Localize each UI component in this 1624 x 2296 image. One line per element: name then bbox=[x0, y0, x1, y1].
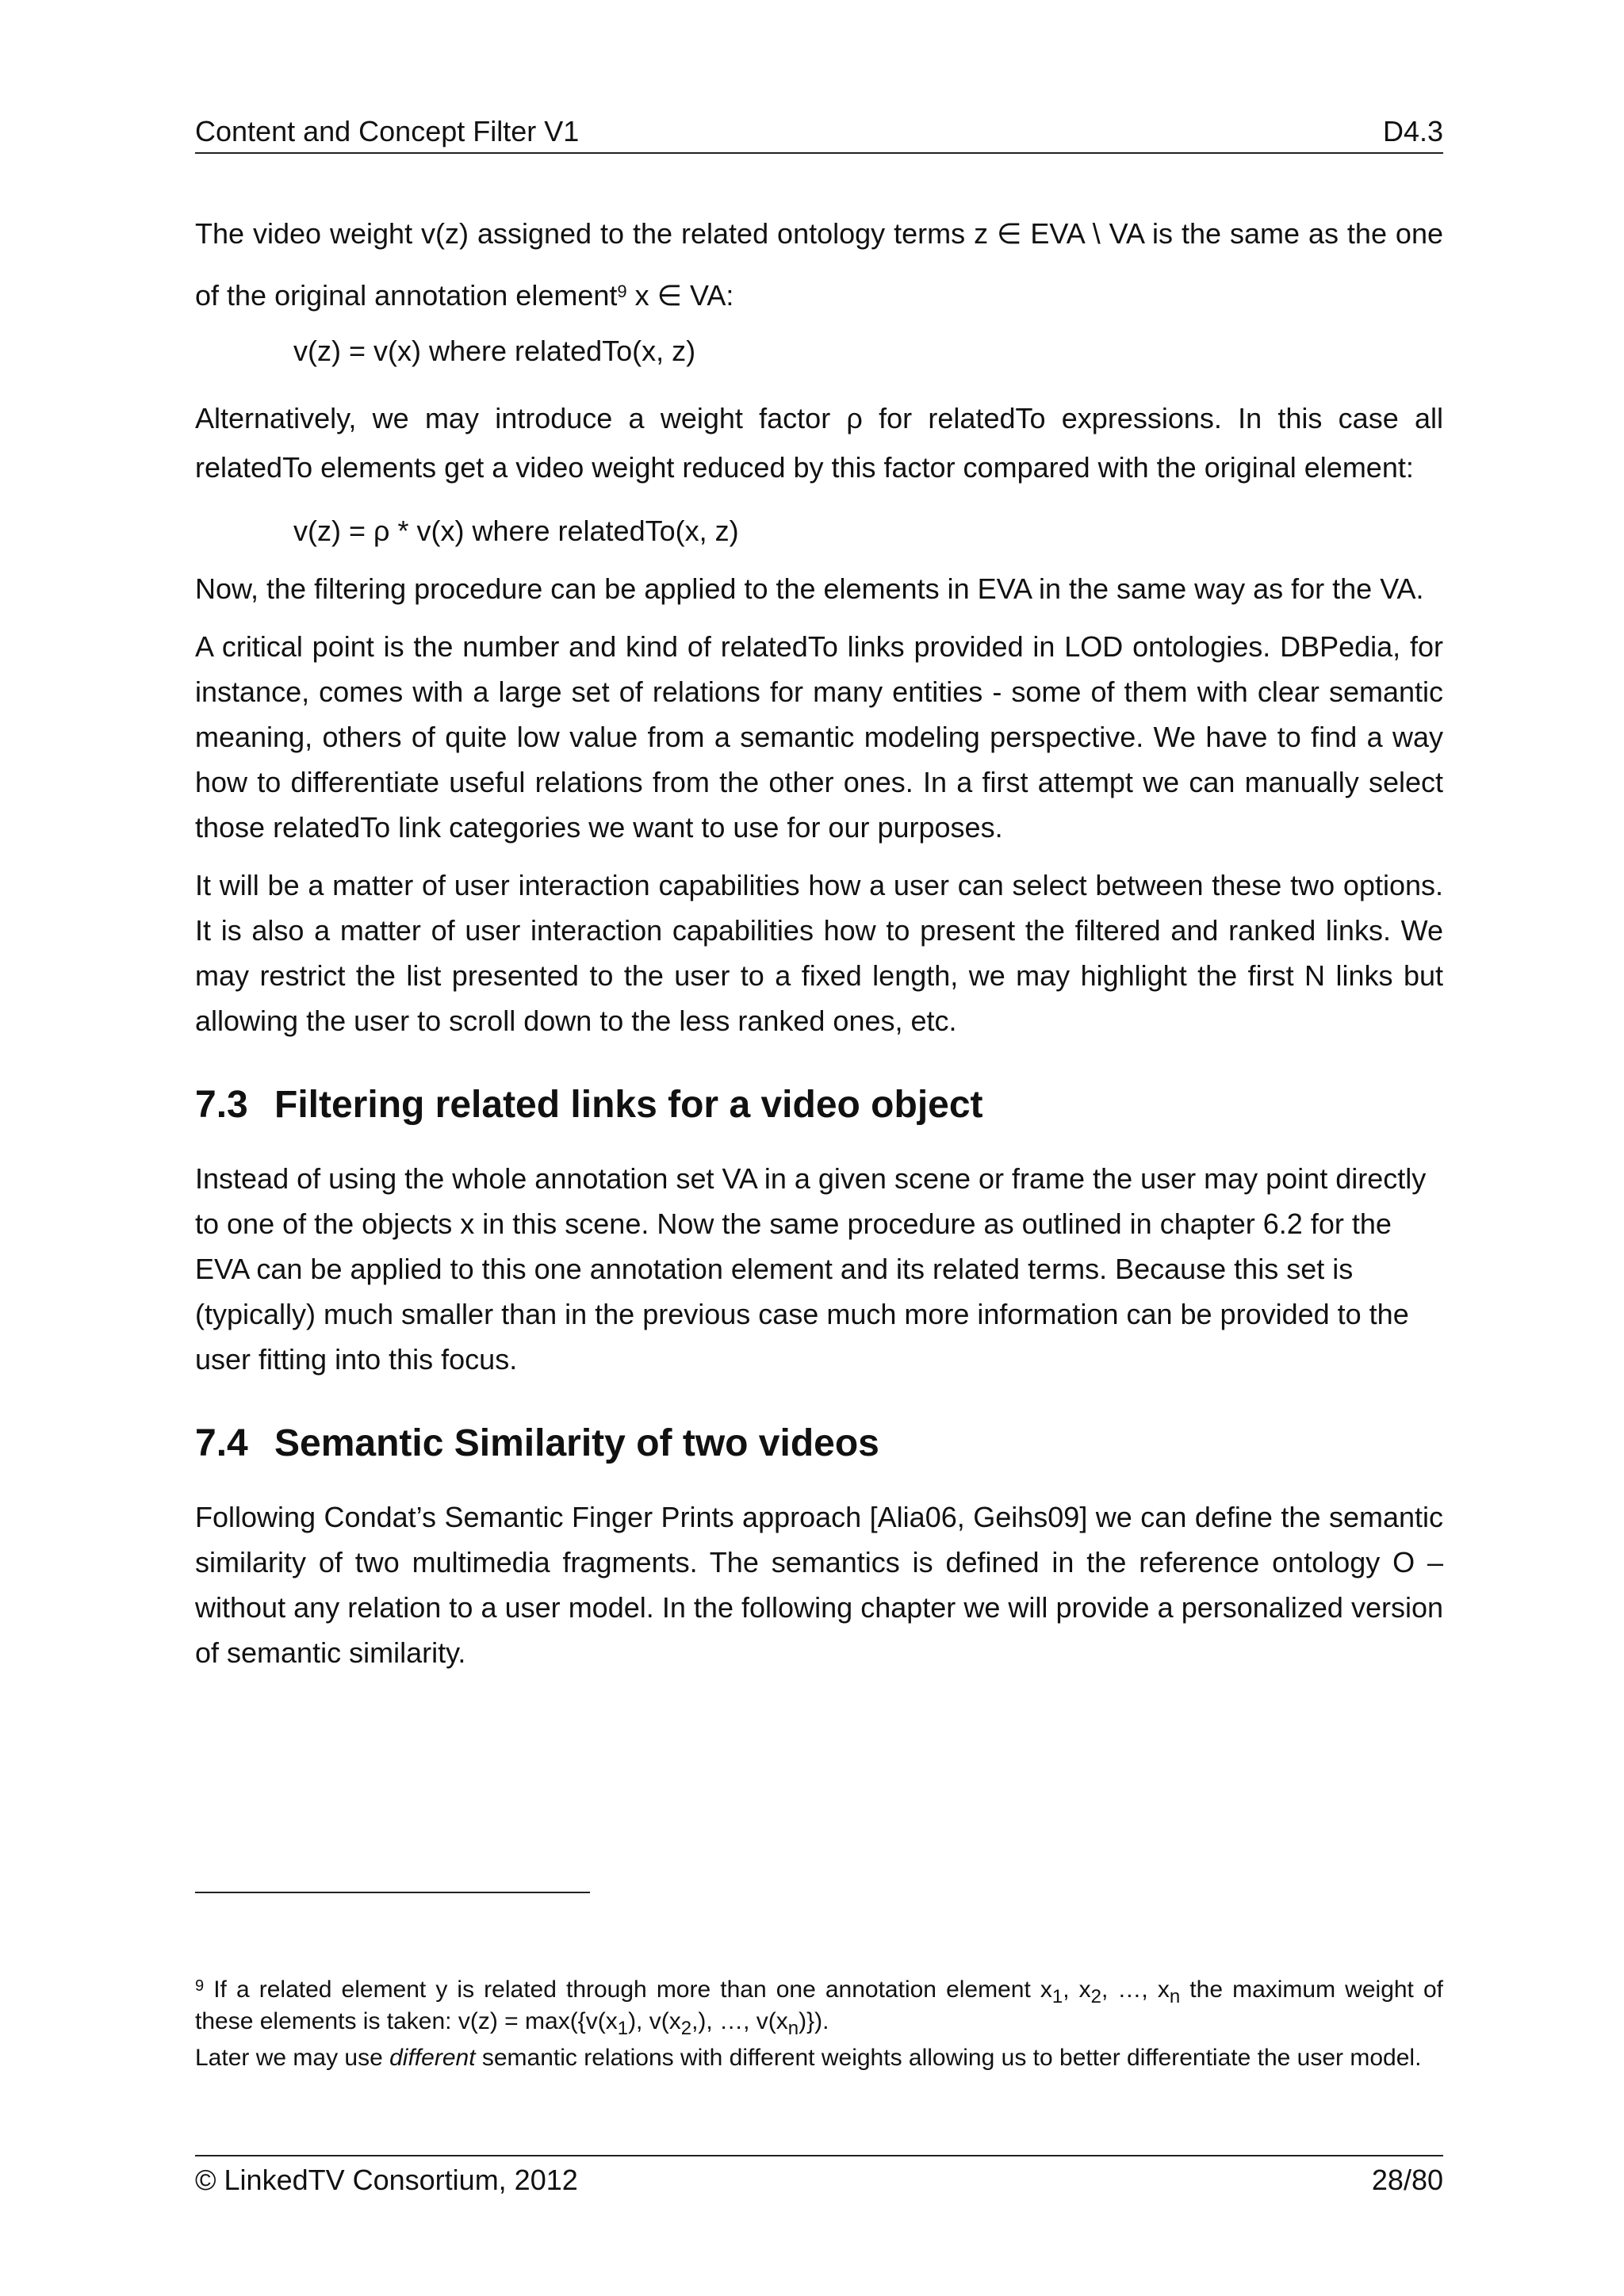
footnote-text: , …, x bbox=[1101, 1976, 1170, 2003]
document-page bbox=[195, 0, 1443, 2296]
main-content bbox=[195, 203, 1443, 1675]
footnote-text: , x bbox=[1063, 1976, 1091, 2003]
subscript: 1 bbox=[617, 2018, 629, 2039]
page-footer bbox=[195, 2155, 1443, 2204]
section-title: Semantic Similarity of two videos bbox=[274, 1422, 879, 1464]
section-number: 7.3 bbox=[195, 1084, 248, 1126]
footnote-text: the maximum weight of these elements is taken: v(z) = max({v(x bbox=[195, 1976, 1443, 2034]
footnotes bbox=[195, 1974, 1443, 2074]
header-title: Content and Concept Filter V1 bbox=[195, 115, 580, 147]
footnote-text: If a related element y is related through more than one annotation element x bbox=[204, 1976, 1052, 2003]
formula-related-to: v(z) = v(x) where relatedTo(x, z) bbox=[293, 335, 696, 367]
subscript: 2 bbox=[680, 2018, 692, 2039]
footer-copyright: © LinkedTV Consortium, 2012 bbox=[195, 2164, 578, 2196]
subscript: n bbox=[1169, 1986, 1181, 2007]
footer-page-number: 28/80 bbox=[1371, 2164, 1443, 2196]
footnote-text: )}). bbox=[799, 2008, 829, 2034]
paragraph-semantic-similarity: Following Condat’s Semantic Finger Prints approach [Alia06, Geihs09] we can define the semantic similarity of two multimedia fragments. The semantics is defined in the reference ontology O – without any relation to a user model. In the following chapter we will provide a personalized version of semantic similarity. bbox=[195, 1501, 1443, 1669]
section-heading-7-3 bbox=[195, 1081, 1443, 1129]
header-doc-id: D4.3 bbox=[1382, 115, 1443, 147]
paragraph-text-tail: x ∈ VA: bbox=[626, 279, 734, 312]
paragraph-user-interaction: It will be a matter of user interaction capabilities how a user can select between these two options. It is also a matter of user interaction capabilities how to present the filtered and ranked links. We may restrict the list presented to the user to a fixed length, we may highlight the first N links but allowing the user to scroll down to the less ranked ones, etc. bbox=[195, 869, 1443, 1037]
emphasis-text: different bbox=[389, 2045, 476, 2071]
paragraph-video-object: Instead of using the whole annotation set VA in a given scene or frame the user may point directly to one of the objects x in this scene. Now the same procedure as outlined in chapter 6.2 for the EVA can be applied to this one annotation element and its related terms. Because this set is (typically) much smaller than in the previous case much more information can be provided to the user fitting into this focus. bbox=[195, 1162, 1427, 1376]
footnote-text: ,), …, v(x bbox=[691, 2008, 788, 2034]
footnote-reference[interactable]: 9 bbox=[617, 281, 627, 301]
subscript: 2 bbox=[1090, 1986, 1102, 2007]
footnote-9 bbox=[195, 1974, 1443, 2038]
section-number: 7.4 bbox=[195, 1422, 248, 1464]
paragraph-critical-point: A critical point is the number and kind of relatedTo links provided in LOD ontologies. DBPedia, for instance, comes with a large set of relations for many entities - some of them with clear semantic meaning, others of quite low value from a semantic modeling perspective. We have to find a way how to differentiate useful relations from the other ones. In a first attempt we can manually select those relatedTo link categories we want to use for our purposes. bbox=[195, 630, 1443, 844]
paragraph-text: The video weight v(z) assigned to the related ontology terms z ∈ EVA \ VA is the same as the one of the original annotation element bbox=[195, 217, 1443, 312]
footnote-text: semantic relations with different weights allowing us to better differentiate the user model. bbox=[475, 2045, 1422, 2071]
paragraph-filtering-procedure: Now, the filtering procedure can be applied to the elements in EVA in the same way as for the VA. bbox=[195, 572, 1424, 605]
section-heading-7-4 bbox=[195, 1420, 1443, 1468]
formula-weighted-related-to: v(z) = ρ * v(x) where relatedTo(x, z) bbox=[293, 515, 739, 547]
footnote-text: ), v(x bbox=[628, 2008, 681, 2034]
paragraph-weight-factor: Alternatively, we may introduce a weight factor ρ for relatedTo expressions. In this case all relatedTo elements get a video weight reduced by this factor compared with the original element: bbox=[195, 402, 1443, 484]
footnote-divider bbox=[195, 1892, 590, 1893]
footnote-mark: 9 bbox=[195, 1977, 205, 1995]
paragraph-video-weight bbox=[195, 203, 1443, 327]
page-header bbox=[195, 111, 1443, 154]
footnote-continuation bbox=[195, 2042, 1443, 2074]
subscript: 1 bbox=[1051, 1986, 1063, 2007]
section-title: Filtering related links for a video object bbox=[274, 1084, 983, 1126]
subscript: n bbox=[787, 2018, 799, 2039]
footnote-text: Later we may use bbox=[195, 2045, 390, 2071]
